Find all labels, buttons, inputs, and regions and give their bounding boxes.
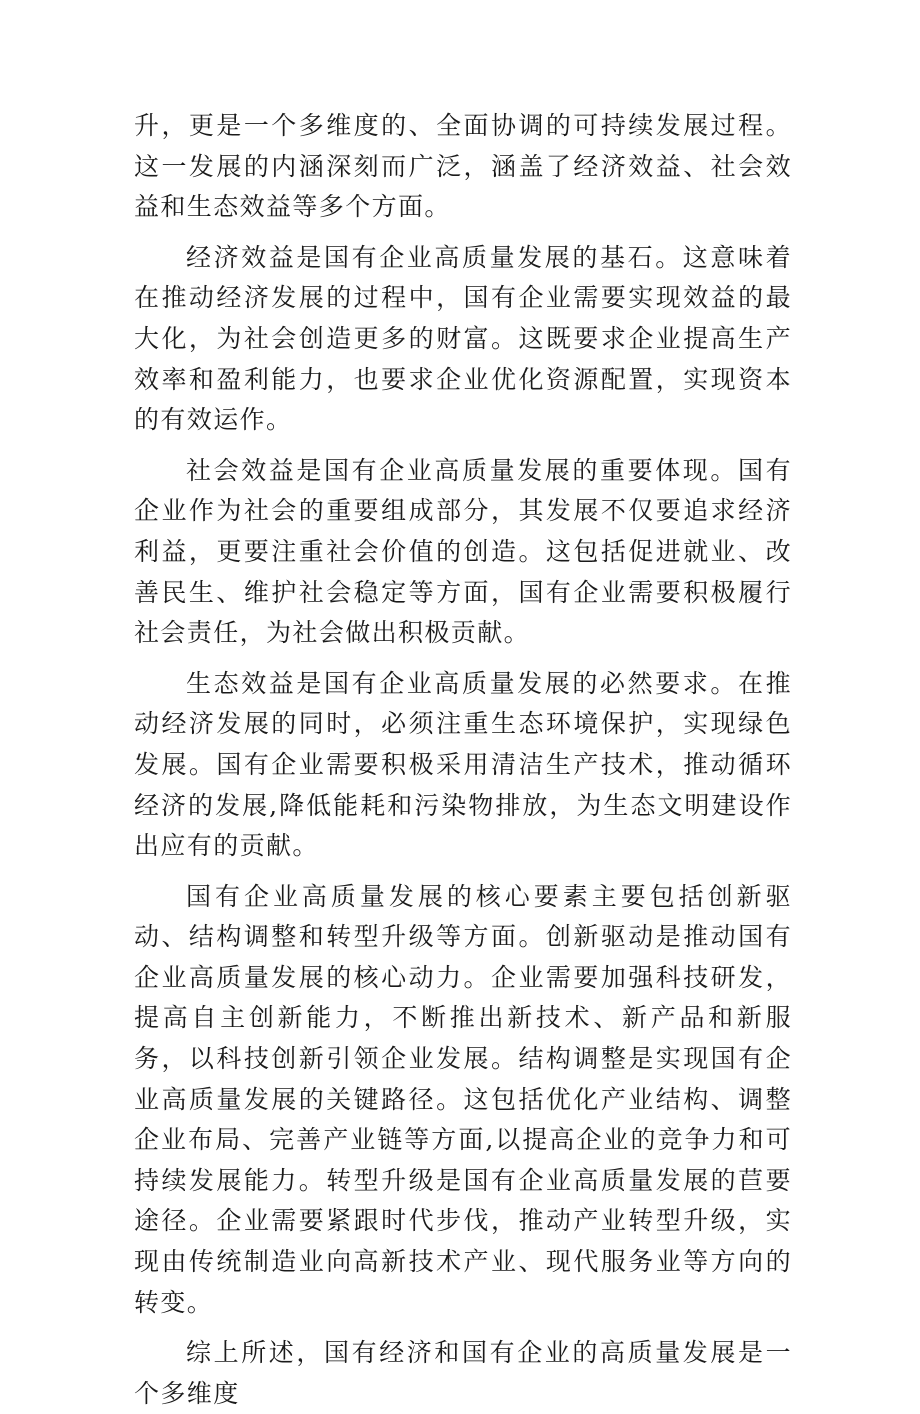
paragraph-social-benefit: 社会效益是国有企业高质量发展的重要体现。国有企业作为社会的重要组成部分，其发展不仅要追求经济利益，更要注重社会价值的创造。这包括促进就业、改善民生、维护社会稳定等方面，国有企业需要积极履行社会责任，为社会做出积极贡献。 [134, 455, 792, 648]
paragraph-summary: 综上所述，国有经济和国有企业的高质量发展是一个多维度 [134, 1338, 792, 1408]
paragraph-core-elements: 国有企业高质量发展的核心要素主要包括创新驱动、结构调整和转型升级等方面。创新驱动是推动国有企业高质量发展的核心动力。企业需要加强科技研发，提高自主创新能力，不断推出新技术、新产品和新服务，以科技创新引领企业发展。结构调整是实现国有企业高质量发展的关键路径。这包括优化产业结构、调整企业布局、完善产业链等方面,以提高企业的竞争力和可持续发展能力。转型升级是国有企业高质量发展的苣要途径。企业需要紧跟时代步伐，推动产业转型升级，实现由传统制造业向高新技术产业、现代服务业等方向的转变。 [134, 881, 792, 1317]
paragraph-continuation: 升，更是一个多维度的、全面协调的可持续发展过程。这一发展的内涵深刻而广泛，涵盖了经济效益、社会效益和生态效益等多个方面。 [134, 111, 792, 222]
paragraph-ecological-benefit: 生态效益是国有企业高质量发展的必然要求。在推动经济发展的同时，必须注重生态环境保护，实现绿色发展。国有企业需要积极采用清洁生产技术，推动循环经济的发展,降低能耗和污染物排放，为生态文明建设作出应有的贡献。 [134, 668, 792, 861]
paragraph-economic-benefit: 经济效益是国有企业高质量发展的基石。这意味着在推动经济发展的过程中，国有企业需要实现效益的最大化，为社会创造更多的财富。这既要求企业提高生产效率和盈利能力，也要求企业优化资源配置，实现资本的有效运作。 [134, 242, 792, 435]
